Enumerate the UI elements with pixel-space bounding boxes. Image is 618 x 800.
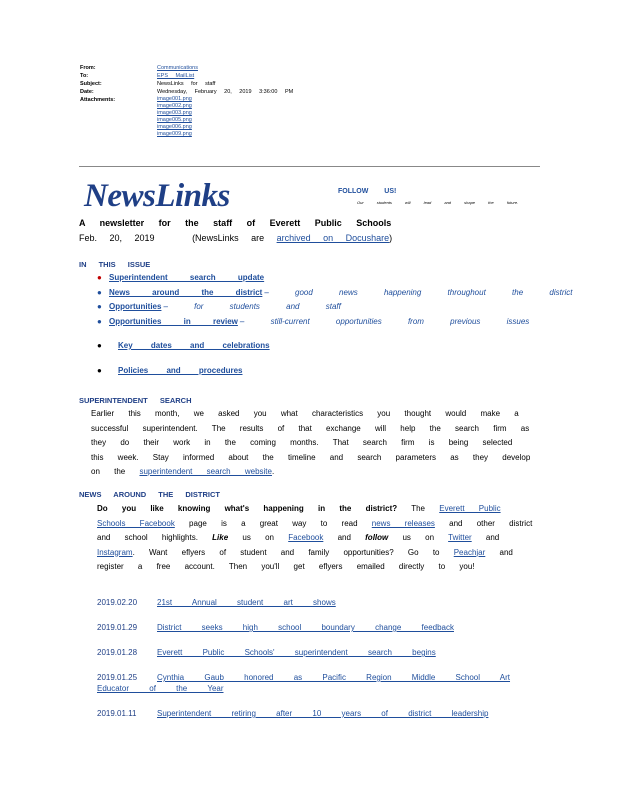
news-body	[97, 502, 533, 575]
bullet-icon: ●	[97, 341, 102, 350]
news-title-link[interactable]: District seeks high school boundary change feedback	[157, 623, 454, 632]
header-divider	[79, 166, 540, 167]
follow-us-link[interactable]: FOLLOW US!	[338, 188, 397, 195]
news-list	[97, 597, 537, 733]
in-this-issue-heading: IN THIS ISSUE	[79, 260, 151, 269]
news-text: and	[323, 533, 366, 542]
bullet-icon: ●	[97, 273, 102, 282]
news-date: 2019.01.11	[97, 709, 137, 718]
news-date: 2019.01.29	[97, 623, 138, 632]
attachment-link[interactable]: image002.png	[157, 103, 192, 109]
bullet-icon: ●	[97, 316, 102, 326]
news-item	[97, 597, 537, 608]
toc-link-news[interactable]: News around the district	[109, 287, 263, 297]
toc-item	[97, 317, 572, 332]
toc-desc: – for students and staff	[163, 302, 341, 311]
toc-item	[97, 288, 572, 303]
news-text: The	[397, 504, 440, 513]
archive-suffix: )	[389, 233, 393, 243]
attachment-link[interactable]: image005.png	[157, 117, 192, 123]
news-text: and other district and school highlights.	[97, 518, 533, 542]
date-value: Wednesday, February 20, 2019 3:36:00 PM	[157, 89, 294, 95]
facebook-link[interactable]: Facebook	[288, 533, 324, 542]
news-releases-link[interactable]: news releases	[371, 518, 435, 528]
follow-subtitle: Our students will lead and shape the future.	[357, 200, 519, 205]
news-text: and register a free account. Then you'll get eflyers emailed directly to you!	[97, 547, 513, 571]
email-header	[80, 64, 293, 138]
issue-date: Feb. 20, 2019	[79, 233, 155, 243]
superintendent-text: Earlier this month, we asked you what characteristics you thought would make a successful superintendent. The results of that exchange will help the search firm as they do their work in the coming months. That search firm is being selected this week. Stay informed about the timeline and search parameters as they develop on the	[91, 409, 531, 476]
news-text: us on	[228, 533, 289, 542]
news-date: 2019.02.20	[97, 598, 138, 607]
toc-link-key-dates[interactable]: Key dates and celebrations	[118, 341, 270, 350]
news-title-link[interactable]: Cynthia Gaub honored as Pacific Region Middle School Art Educator of the Year	[97, 673, 511, 693]
news-title-link[interactable]: Superintendent retiring after 10 years of district leadership	[157, 709, 489, 718]
to-value[interactable]: EPS MailList	[157, 73, 195, 79]
news-item	[97, 672, 537, 694]
facebook-page-link[interactable]: Everett Public Schools Facebook	[97, 504, 501, 528]
attachments-list	[157, 96, 192, 138]
toc-item	[97, 302, 572, 317]
bullet-icon: ●	[97, 302, 102, 311]
attachment-link[interactable]: image009.png	[157, 131, 192, 137]
tagline: A newsletter for the staff of Everett Public Schools	[79, 218, 392, 228]
toc-link-opportunities-review[interactable]: Opportunities in review	[109, 316, 238, 326]
dateline	[79, 233, 392, 243]
date-label: Date:	[80, 89, 94, 95]
news-item	[97, 622, 537, 633]
news-text: and	[471, 533, 500, 542]
news-question: Do you like knowing what's happening in the district?	[97, 504, 398, 513]
news-title-link[interactable]: Everett Public Schools' superintendent search begins	[157, 648, 436, 657]
toc-item	[97, 273, 572, 288]
superintendent-heading: SUPERINTENDENT SEARCH	[79, 396, 192, 405]
like-text: Like	[212, 533, 229, 542]
twitter-link[interactable]: Twitter	[448, 533, 472, 542]
from-label: From:	[80, 65, 96, 71]
bullet-icon: ●	[97, 287, 102, 297]
news-text: page is a great way to read	[174, 518, 372, 528]
attachment-link[interactable]: image006.png	[157, 124, 192, 130]
toc-item	[97, 341, 270, 350]
news-text: . Want eflyers of student and family opportunities? Go to	[132, 547, 454, 557]
news-date: 2019.01.28	[97, 648, 138, 657]
attachments-label: Attachments:	[80, 97, 116, 103]
news-title-link[interactable]: 21st Annual student art shows	[157, 598, 336, 607]
news-item	[97, 708, 537, 719]
to-label: To:	[80, 73, 89, 79]
superintendent-website-link[interactable]: superintendent search website	[139, 467, 272, 476]
archive-link[interactable]: archived on Docushare	[276, 233, 390, 243]
news-text: us on	[388, 533, 449, 542]
subject-value: NewsLinks for staff	[157, 81, 216, 87]
toc-link-superintendent[interactable]: Superintendent search update	[109, 273, 265, 282]
bullet-icon: ●	[97, 366, 102, 375]
news-item	[97, 647, 537, 658]
attachment-link[interactable]: image003.png	[157, 110, 192, 116]
toc-link-opportunities[interactable]: Opportunities	[109, 302, 162, 311]
toc-desc: – still-current opportunities from previous issues	[239, 316, 530, 326]
instagram-link[interactable]: Instagram	[97, 547, 133, 557]
from-value[interactable]: Communications	[157, 65, 198, 71]
peachjar-link[interactable]: Peachjar	[453, 547, 486, 557]
superintendent-body	[91, 407, 531, 480]
toc-item	[97, 366, 242, 375]
toc-link-policies[interactable]: Policies and procedures	[118, 366, 243, 375]
toc-desc: – good news happening throughout the district	[264, 287, 573, 297]
news-heading: NEWS AROUND THE DISTRICT	[79, 490, 220, 499]
archive-prefix: (NewsLinks are	[192, 233, 277, 243]
superintendent-end: .	[271, 467, 275, 476]
subject-label: Subject:	[80, 81, 102, 87]
news-date: 2019.01.25	[97, 673, 138, 682]
toc-list	[97, 273, 572, 331]
newslinks-logo: NewsLinks	[84, 178, 230, 214]
attachment-link[interactable]: image001.png	[157, 96, 192, 102]
follow-text: follow	[365, 533, 389, 542]
